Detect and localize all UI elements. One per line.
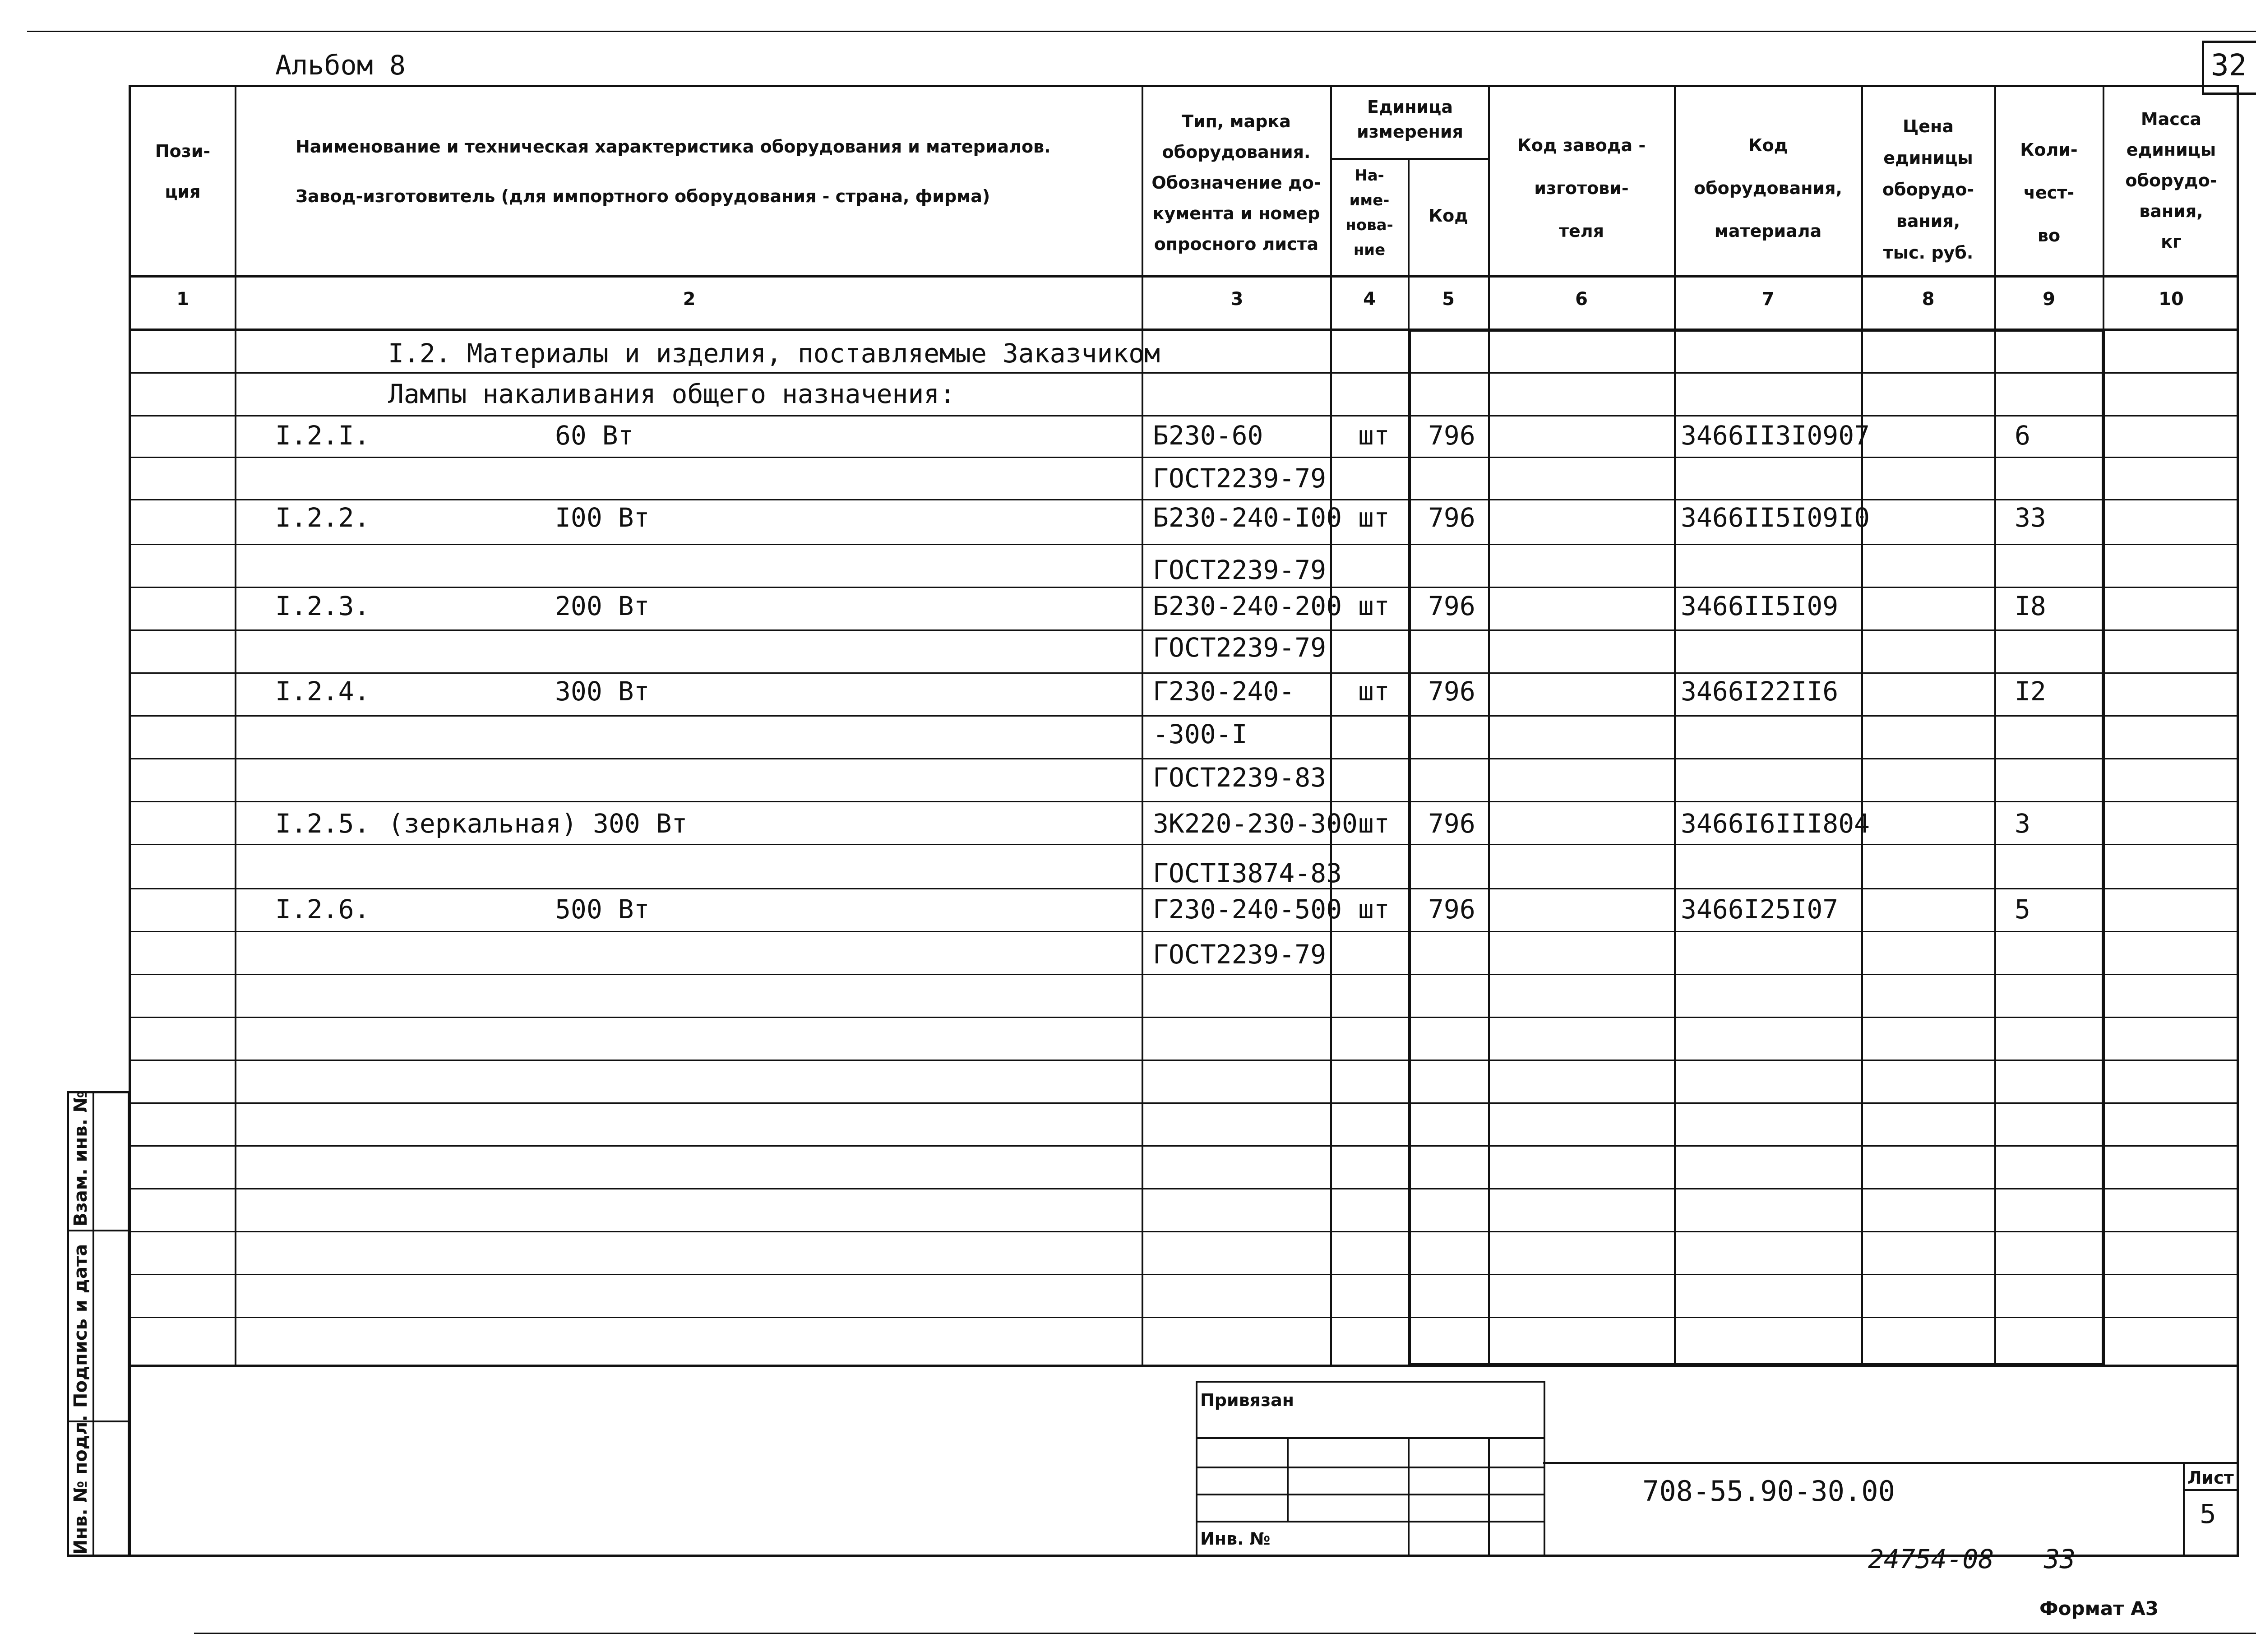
item-position: I.2.I. — [275, 420, 370, 451]
item-unit-code: 796 — [1428, 894, 1475, 925]
item-position: I.2.2. — [275, 502, 370, 533]
colnum-9: 9 — [2043, 289, 2055, 310]
row-line — [129, 844, 2239, 845]
privyazan-row — [1196, 1467, 1545, 1468]
colnum-2: 2 — [683, 289, 696, 310]
row-line — [129, 1231, 2239, 1232]
item-unit-code: 796 — [1428, 676, 1475, 707]
item-type-continued: -300-I — [1153, 719, 1248, 750]
header-unit: Единица измерения — [1357, 97, 1463, 142]
doc-code-line — [1543, 1462, 2239, 1464]
item-name: I00 Вт — [555, 502, 650, 533]
item-code: 3466II5I09I0 — [1681, 502, 1870, 533]
row-line — [129, 931, 2239, 932]
item-standard: ГОСТ2239-79 — [1153, 463, 1327, 494]
item-standard: ГОСТ2239-79 — [1153, 939, 1327, 970]
col-line-2 — [1142, 85, 1143, 1366]
item-type: Б230-240-I00 — [1153, 502, 1342, 533]
item-code: 3466II5I09 — [1681, 591, 1839, 621]
item-qty: 5 — [2015, 894, 2030, 925]
row-line — [129, 587, 2239, 588]
col-line-1 — [235, 85, 236, 1366]
item-qty: 6 — [2015, 420, 2030, 451]
privyazan-row — [1196, 1494, 1545, 1495]
item-code: 3466I25I07 — [1681, 894, 1839, 925]
colnum-10: 10 — [2159, 289, 2184, 310]
privyazan-col — [1287, 1437, 1289, 1521]
row-line — [129, 544, 2239, 545]
album-label: Альбом 8 — [275, 50, 406, 81]
page-number: 32 — [2211, 48, 2247, 83]
header-unit-name: На- име- нова- ние — [1345, 167, 1393, 259]
side-label-inv: Инв. № подл. — [70, 1415, 91, 1555]
item-position: I.2.4. — [275, 676, 370, 707]
side-strip-divider — [92, 1091, 94, 1557]
colnum-7: 7 — [1761, 289, 1775, 310]
header-factory-code: Код завода - изготови- теля — [1517, 135, 1646, 241]
row-line — [129, 1060, 2239, 1061]
row-line — [129, 1145, 2239, 1147]
row-line — [129, 1102, 2239, 1104]
item-name: 300 Вт — [555, 676, 650, 707]
header-position: Пози- ция — [155, 141, 211, 202]
sheet-box-divider — [2183, 1462, 2185, 1557]
col-line-3 — [1330, 85, 1332, 1366]
privyazan-col — [1488, 1437, 1490, 1557]
item-unit: шт — [1358, 894, 1390, 925]
item-qty: 33 — [2015, 502, 2046, 533]
item-unit-code: 796 — [1428, 420, 1475, 451]
row-line — [129, 1317, 2239, 1318]
item-unit: шт — [1358, 591, 1390, 621]
colnum-6: 6 — [1575, 289, 1588, 310]
item-standard: ГОСТ2239-79 — [1153, 555, 1327, 585]
side-label-vzam: Взам. инв. № — [70, 1091, 91, 1226]
item-position: I.2.6. — [275, 894, 370, 925]
row-line — [129, 974, 2239, 975]
item-name: (зеркальная) 300 Вт — [388, 808, 688, 839]
item-standard: ГОСТI3874-83 — [1153, 858, 1342, 888]
handwritten-page: 33 — [2044, 1544, 2076, 1574]
handwritten-code: 24754-08 — [1868, 1544, 1994, 1574]
inner-thick-box — [1408, 329, 2105, 1366]
item-standard: ГОСТ2239-79 — [1153, 632, 1327, 663]
row-line — [129, 715, 2239, 717]
colnum-1: 1 — [176, 289, 189, 310]
side-strip-row — [67, 1230, 130, 1231]
item-name: 500 Вт — [555, 894, 650, 925]
doc-code: 708-55.90-30.00 — [1642, 1475, 1895, 1508]
header-price: Цена единицы оборудо- вания, тыс. руб. — [1882, 116, 1974, 263]
row-line — [129, 457, 2239, 458]
item-code: 3466I6III804 — [1681, 808, 1870, 839]
header-name-line1: Наименование и техническая характеристика оборудования и материалов. — [296, 137, 1051, 157]
item-type: Б230-60 — [1153, 420, 1263, 451]
privyazan-row — [1196, 1521, 1545, 1522]
item-unit-code: 796 — [1428, 502, 1475, 533]
header-bottom-line — [129, 275, 2239, 278]
header-type: Тип, марка оборудования. Обозначение до- кумента и номер опросного листа — [1151, 111, 1321, 254]
privyazan-col — [1408, 1437, 1410, 1557]
item-name: 200 Вт — [555, 591, 650, 621]
row-line — [129, 672, 2239, 674]
item-type: Б230-240-200 — [1153, 591, 1342, 621]
section-title: I.2. Материалы и изделия, поставляемые Заказчиком — [388, 338, 1160, 369]
row-line — [129, 801, 2239, 802]
item-unit-code: 796 — [1428, 808, 1475, 839]
side-label-podpis: Подпись и дата — [70, 1244, 91, 1408]
item-unit-code: 796 — [1428, 591, 1475, 621]
item-type: Г230-240- — [1153, 676, 1295, 707]
item-type: Г230-240-500 — [1153, 894, 1342, 925]
row-line — [129, 499, 2239, 500]
item-qty: I2 — [2015, 676, 2046, 707]
rows-bottom-line — [129, 1365, 2239, 1367]
item-unit: шт — [1358, 502, 1390, 533]
item-position: I.2.5. — [275, 808, 370, 839]
item-position: I.2.3. — [275, 591, 370, 621]
row-line — [129, 415, 2239, 416]
colnum-4: 4 — [1363, 289, 1376, 310]
row-line — [129, 1188, 2239, 1189]
colnum-3: 3 — [1230, 289, 1244, 310]
sheet-top-line — [27, 31, 2256, 32]
format-label: Формат А3 — [2039, 1597, 2159, 1620]
header-mass: Масса единицы оборудо- вания, кг — [2125, 109, 2217, 252]
unit-subheader-line — [1331, 158, 1489, 160]
colnum-8: 8 — [1922, 289, 1935, 310]
inv-no-label: Инв. № — [1200, 1529, 1271, 1549]
item-qty: 3 — [2015, 808, 2030, 839]
sheet-number: 5 — [2200, 1499, 2216, 1529]
subsection-title: Лампы накаливания общего назначения: — [388, 379, 956, 409]
row-line — [129, 1017, 2239, 1018]
item-unit: шт — [1358, 420, 1390, 451]
item-standard: ГОСТ2239-83 — [1153, 762, 1327, 793]
item-unit: шт — [1358, 676, 1390, 707]
item-name: 60 Вт — [555, 420, 634, 451]
header-name-line2: Завод-изготовитель (для импортного оборудования - страна, фирма) — [296, 186, 990, 206]
row-line — [129, 629, 2239, 631]
privyazan-label: Привязан — [1200, 1390, 1294, 1410]
header-unit-code: Код — [1428, 206, 1468, 226]
item-code: 3466I22II6 — [1681, 676, 1839, 707]
sheet-label: Лист — [2187, 1468, 2234, 1488]
row-line — [129, 758, 2239, 759]
header-quantity: Коли- чест- во — [2020, 140, 2078, 245]
item-type: ЗК220-230-300 — [1153, 808, 1358, 839]
row-line — [129, 372, 2239, 374]
item-qty: I8 — [2015, 591, 2046, 621]
item-unit: шт — [1358, 808, 1390, 839]
item-code: 3466II3I0907 — [1681, 420, 1870, 451]
privyazan-row — [1196, 1437, 1545, 1439]
row-line — [129, 1274, 2239, 1275]
sheet-bottom-line — [194, 1633, 2256, 1634]
colnum-5: 5 — [1442, 289, 1455, 310]
header-equipment-code: Код оборудования, материала — [1694, 135, 1842, 241]
